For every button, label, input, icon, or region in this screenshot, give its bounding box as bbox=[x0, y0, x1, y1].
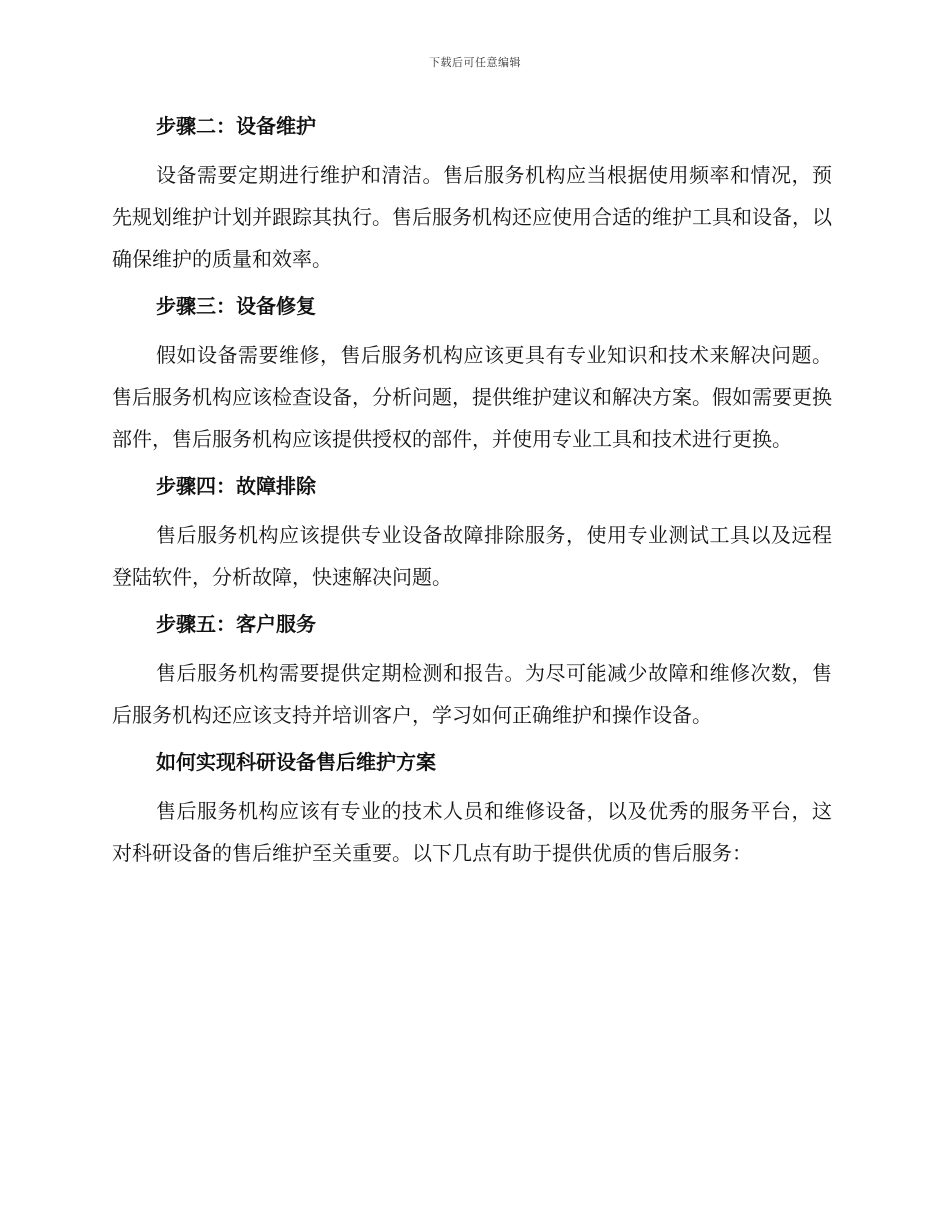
section-heading-step-4: 步骤四：故障排除 bbox=[156, 474, 316, 498]
document-body bbox=[112, 112, 832, 886]
section-paragraph-step-3: 假如设备需要维修，售后服务机构应该更具有专业知识和技术来解决问题。售后服务机构应该检查设备，分析问题，提供维护建议和解决方案。假如需要更换部件，售后服务机构应该提供授权的部件，并使用专业工具和技术进行更换。 bbox=[112, 343, 832, 451]
section-paragraph-step-4: 售后服务机构应该提供专业设备故障排除服务，使用专业测试工具以及远程登陆软件，分析故障，快速解决问题。 bbox=[112, 523, 832, 589]
section-heading-step-5: 步骤五：客户服务 bbox=[156, 612, 316, 636]
section-heading-implementation: 如何实现科研设备售后维护方案 bbox=[156, 750, 436, 774]
section-paragraph-implementation: 售后服务机构应该有专业的技术人员和维修设备，以及优秀的服务平台，这对科研设备的售后维护至关重要。以下几点有助于提供优质的售后服务： bbox=[112, 799, 832, 865]
section-heading-step-2: 步骤二：设备维护 bbox=[156, 114, 316, 138]
section-paragraph-step-2: 设备需要定期进行维护和清洁。售后服务机构应当根据使用频率和情况，预先规划维护计划并跟踪其执行。售后服务机构还应使用合适的维护工具和设备，以确保维护的质量和效率。 bbox=[112, 163, 832, 271]
page-header: 下载后可任意编辑 bbox=[429, 56, 521, 69]
section-paragraph-step-5: 售后服务机构需要提供定期检测和报告。为尽可能减少故障和维修次数，售后服务机构还应该支持并培训客户，学习如何正确维护和操作设备。 bbox=[112, 661, 832, 727]
section-heading-step-3: 步骤三：设备修复 bbox=[156, 294, 316, 318]
